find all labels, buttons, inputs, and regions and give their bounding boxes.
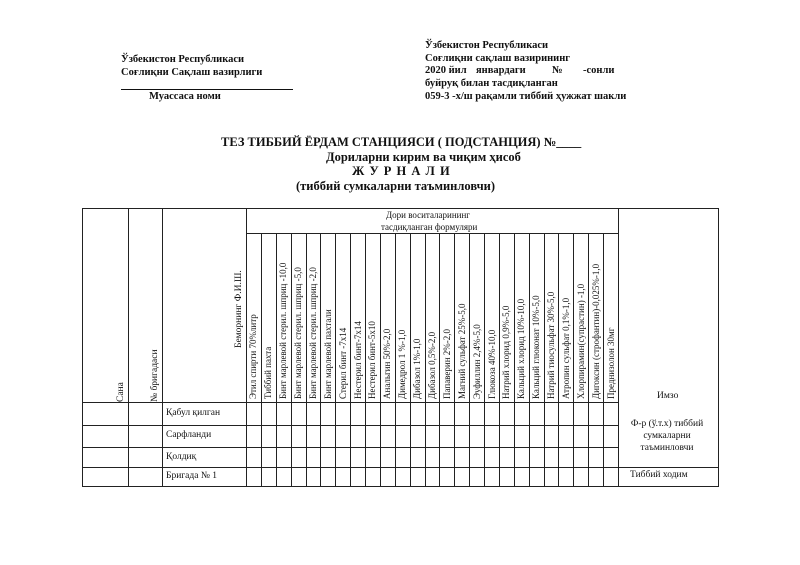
table-col-line-drug-5: [320, 233, 321, 486]
drug-column-label: Бинт марлевой пахтали: [322, 309, 333, 399]
order-number-sign: №: [552, 65, 563, 76]
table-border-right: [718, 208, 719, 487]
drug-column-label: Кальций глюконат 10%-5,0: [531, 295, 542, 399]
order-suffix: -сонли: [583, 65, 615, 76]
drug-column-label: Папаверин 2%-2,0: [441, 328, 452, 399]
table-col-line-patient: [246, 208, 247, 486]
drug-column-label: Дибазол 1%-1,0: [412, 338, 423, 399]
table-col-line-drug-7: [350, 233, 351, 486]
document-subtitle: Дориларни кирим ва чиқим ҳисоб: [326, 150, 521, 164]
table-col-line-drug-19: [529, 233, 530, 486]
col-patient-header: Беморнинг Ф.И.Ш.: [234, 270, 244, 348]
imzo-pharmacist-1: Ф-р (ў.т.х) тиббий: [630, 419, 704, 429]
imzo-pharmacist-2: сумкаларни: [643, 431, 691, 441]
drug-column-label: Хлорпирамин(супрастин) -1,0: [575, 283, 586, 399]
table-col-line-drug-3: [291, 233, 292, 486]
table-col-line-drug-22: [573, 233, 574, 486]
table-col-line-drug-4: [306, 233, 307, 486]
table-col-line-drug-15: [469, 233, 470, 486]
row-label-brigade: Бригада № 1: [166, 471, 218, 481]
table-col-line-drug-23: [588, 233, 589, 486]
drug-column-label: Бинт марлевой стерил. шприц -10,0: [278, 262, 289, 399]
drug-column-label: Стерил бинт -7х14: [337, 327, 348, 399]
drug-column-label: Бинт марлевой стерил. шприц -2,0: [307, 267, 318, 399]
form-number: 059-3 -х/ш рақамли тиббий ҳужжат шакли: [425, 91, 627, 102]
table-border-top: [82, 208, 719, 209]
drug-column-label: Глюкоза 40%-10,0: [486, 329, 497, 399]
drug-column-label: Преднизолон 30мг: [605, 327, 616, 399]
table-col-line-drug-2: [276, 233, 277, 486]
row-label-remaining: Қолдиқ: [166, 452, 197, 462]
table-col-line-drug-12: [425, 233, 426, 486]
journal-title: Ж У Р Н А Л И: [352, 164, 451, 178]
drug-column-label: Тиббий пахта: [263, 346, 274, 399]
right-republic: Ўзбекистон Республикаси: [425, 40, 549, 51]
drug-column-label: Натрий тиосульфат 30%-5,0: [546, 291, 557, 399]
table-col-line-left-1: [162, 208, 163, 486]
drug-column-label: Эуфиллин 2,4%-5,0: [471, 324, 482, 399]
table-col-line-drug-16: [484, 233, 485, 486]
table-col-line-drug-20: [544, 233, 545, 486]
table-col-line-drug-11: [410, 233, 411, 486]
table-col-line-drug-6: [335, 233, 336, 486]
drug-column-label: Магний сульфат 25%-5,0: [456, 303, 467, 399]
table-col-line-drug-17: [499, 233, 500, 486]
drug-column-label: Нестерил бинт-5х10: [367, 321, 378, 399]
order-month: январдаги: [476, 65, 526, 76]
drug-column-label: Димедрол 1 %-1,0: [397, 329, 408, 399]
table-col-line-drug-13: [439, 233, 440, 486]
table-col-line-drug-21: [558, 233, 559, 486]
col-brigade-header: № бригадаси: [150, 349, 160, 402]
imzo-medical-worker: Тиббий ходим: [630, 470, 688, 480]
drug-column-label: Дибазол 0,5%-2,0: [427, 331, 437, 399]
table-col-line-drug-8: [365, 233, 366, 486]
row-label-spent: Сарфланди: [166, 430, 212, 440]
drug-column-label: Дигоксин (строфантин)-0,025%-1,0: [590, 263, 601, 399]
col-imzo-header: Имзо: [657, 391, 679, 401]
drug-column-label: Этил спирти 70%литр: [248, 314, 259, 399]
imzo-row-line: [618, 467, 718, 468]
document-title: ТЕЗ ТИББИЙ ЁРДАМ СТАНЦИЯСИ ( ПОДСТАНЦИЯ) №____: [221, 135, 582, 149]
drug-column-label: Кальций хлорид 10%-10,0: [516, 298, 527, 399]
table-col-line-drug-18: [514, 233, 515, 486]
drug-header-divider: [246, 233, 618, 234]
drug-column-label: Бинт марлевой стерил. шприц -5,0: [293, 267, 304, 399]
left-republic: Ўзбекистон Республикаси: [121, 54, 245, 65]
table-col-line-drug-1: [261, 233, 262, 486]
order-year: 2020 йил: [425, 65, 467, 76]
drug-column-label: Атропин сульфат 0,1%-1,0: [560, 297, 571, 399]
col-date-header: Сана: [116, 382, 126, 402]
table-col-line-drug-14: [454, 233, 455, 486]
drug-column-label: Натрий хлорид 0,9%-5,0: [501, 305, 512, 399]
approved-text: буйруқ билан тасдиқланган: [425, 78, 558, 89]
table-col-line-drug-9: [380, 233, 381, 486]
table-border-bottom: [82, 486, 719, 487]
table-col-line-drug-24: [603, 233, 604, 486]
drugs-header-2: тасдиқланган формуляри: [381, 222, 478, 232]
table-border-left: [82, 208, 83, 486]
table-col-line-left-0: [128, 208, 129, 486]
institution-label: Муассаса номи: [149, 91, 221, 102]
drug-column-label: Анальгин 50%-2,0: [382, 328, 393, 399]
right-ministry: Соғлиқни сақлаш вазирининг: [425, 53, 571, 64]
left-ministry: Соғлиқни Сақлаш вазирлиги: [121, 67, 263, 78]
drug-column-label: Нестерил бинт-7х14: [352, 321, 363, 399]
drugs-header-1: Дори воситаларининг: [386, 210, 470, 220]
table-col-line-drug-10: [395, 233, 396, 486]
row-label-received: Қабул қилган: [166, 408, 221, 418]
imzo-pharmacist-3: таъминловчи: [640, 443, 694, 453]
journal-subtitle: (тиббий сумкаларни таъминловчи): [296, 179, 496, 193]
